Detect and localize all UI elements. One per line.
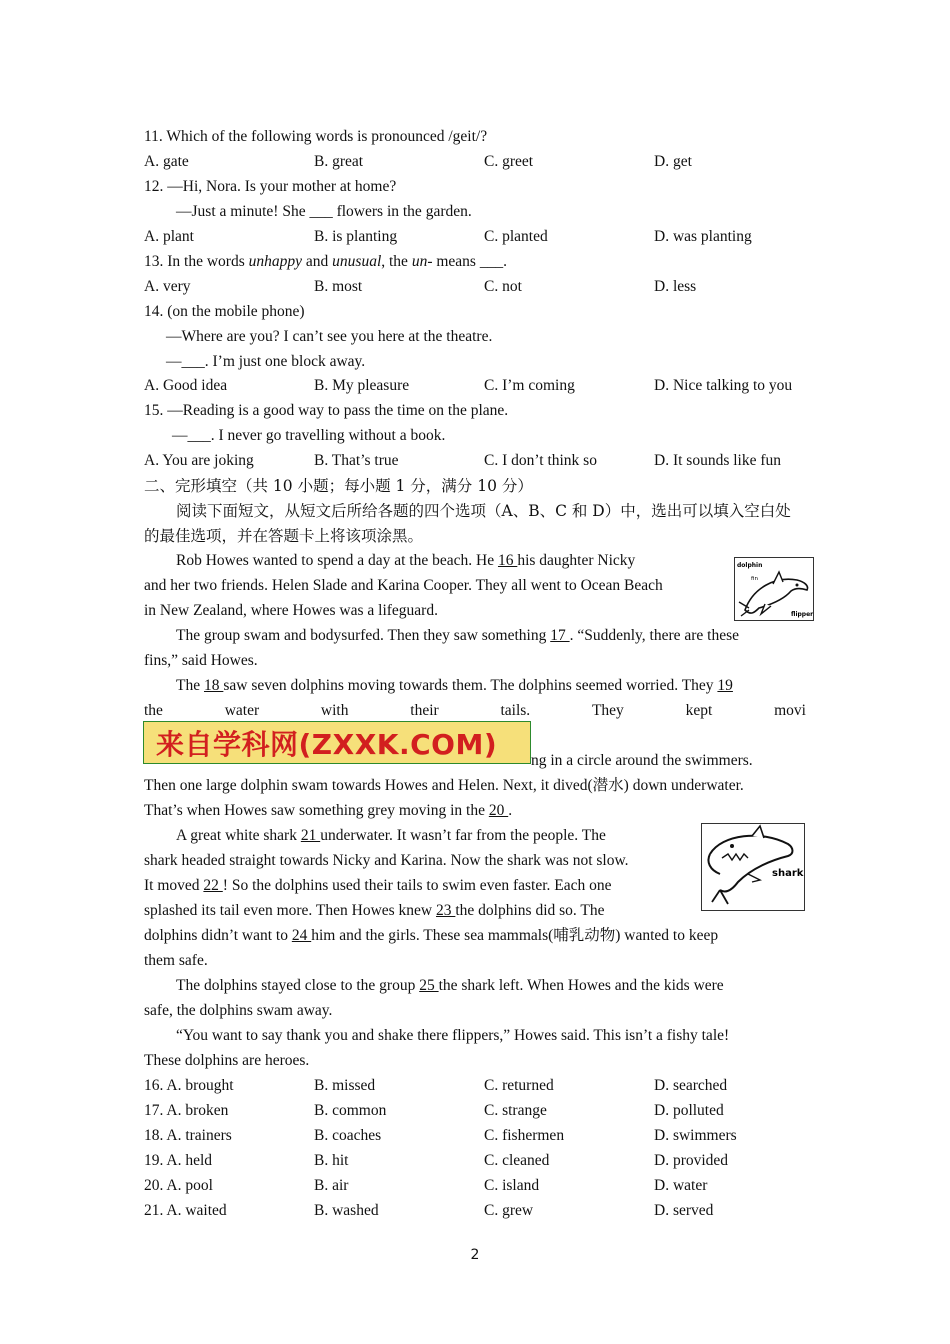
pic-label: flipper: [791, 611, 813, 618]
shark-illustration: [701, 823, 805, 911]
q13-option-b: B. most: [314, 278, 363, 295]
q13-option-c: C. not: [484, 278, 522, 295]
passage-line: A great white shark 21 underwater. It wasn’t far from the people. The: [176, 827, 606, 844]
q11-option-d: D. get: [654, 153, 692, 170]
q12-option-b: B. is planting: [314, 228, 398, 245]
q21-option-c: C. grew: [484, 1202, 534, 1219]
q16-option-b: B. missed: [314, 1077, 376, 1094]
q17-option-a: 17. A. broken: [144, 1102, 229, 1119]
q16-option-c: C. returned: [484, 1077, 554, 1094]
q15-line1: —___. I never go travelling without a book.: [172, 427, 446, 444]
passage-line: The group swam and bodysurfed. Then they saw something 17 . “Suddenly, there are these: [176, 627, 740, 644]
q20-option-c: C. island: [484, 1177, 540, 1194]
dolphin-illustration: [734, 557, 814, 621]
page-number: 2: [470, 1247, 480, 1263]
passage-line: The 18 saw seven dolphins moving towards them. The dolphins seemed worried. They 19: [176, 677, 733, 694]
q19-option-d: D. provided: [654, 1152, 729, 1169]
shark-icon: [702, 824, 804, 910]
q11-option-b: B. great: [314, 153, 364, 170]
dolphin-icon: [735, 558, 813, 620]
q17-option-c: C. strange: [484, 1102, 547, 1119]
section-title: 二、完形填空（共 10 小题；每小题 1 分，满分 10 分）: [144, 477, 533, 495]
q12-option-a: A. plant: [144, 228, 194, 245]
q19-option-a: 19. A. held: [144, 1152, 213, 1169]
q18-option-b: B. coaches: [314, 1127, 382, 1144]
q18-option-c: C. fishermen: [484, 1127, 565, 1144]
section-instruction-2: 的最佳选项，并在答题卡上将该项涂黑。: [144, 527, 424, 545]
q12-option-d: D. was planting: [654, 228, 752, 245]
passage-line: them safe.: [144, 952, 208, 969]
q11-stem: 11. Which of the following words is pronounced /geit/?: [144, 128, 488, 145]
q19-option-c: C. cleaned: [484, 1152, 550, 1169]
passage-line: shark headed straight towards Nicky and Karina. Now the shark was not slow.: [144, 852, 629, 869]
q20-option-b: B. air: [314, 1177, 349, 1194]
passage-line: fins,” said Howes.: [144, 652, 258, 669]
q12-reply: —Just a minute! She ___ flowers in the garden.: [176, 203, 472, 220]
passage-line: safe, the dolphins swam away.: [144, 1002, 333, 1019]
q12-stem: 12. —Hi, Nora. Is your mother at home?: [144, 178, 397, 195]
q14-option-d: D. Nice talking to you: [654, 377, 793, 394]
q15-option-c: C. I don’t think so: [484, 452, 597, 469]
q13-stem: 13. In the words unhappy and unusual, the un- means ___.: [144, 253, 507, 270]
q14-stem: 14. (on the mobile phone): [144, 303, 305, 320]
watermark-banner: 来自学科网(ZXXK.COM): [143, 721, 531, 764]
pic-label: fin: [751, 576, 758, 582]
passage-line: Then one large dolphin swam towards Howes and Helen. Next, it dived(潜水) down underwater.: [144, 777, 744, 794]
passage-justified-line: the water with their tails. They kept movi: [144, 702, 806, 719]
passage-line: dolphins didn’t want to 24 him and the girls. These sea mammals(哺乳动物) wanted to keep: [144, 927, 719, 944]
q17-option-d: D. polluted: [654, 1102, 724, 1119]
q14-option-c: C. I’m coming: [484, 377, 575, 394]
passage-line: in New Zealand, where Howes was a lifeguard.: [144, 602, 438, 619]
section-instruction-1: 阅读下面短文，从短文后所给各题的四个选项（A、B、C 和 D）中，选出可以填入空白处: [176, 502, 791, 520]
q15-option-a: A. You are joking: [144, 452, 254, 469]
q16-option-d: D. searched: [654, 1077, 728, 1094]
q20-option-d: D. water: [654, 1177, 708, 1194]
passage-line: “You want to say thank you and shake there flippers,” Howes said. This isn’t a fishy tale!: [176, 1027, 730, 1044]
q15-option-b: B. That’s true: [314, 452, 399, 469]
passage-line: and her two friends. Helen Slade and Karina Cooper. They all went to Ocean Beach: [144, 577, 663, 594]
passage-line: That’s when Howes saw something grey moving in the 20 .: [144, 802, 513, 819]
q20-option-a: 20. A. pool: [144, 1177, 213, 1194]
passage-line: splashed its tail even more. Then Howes knew 23 the dolphins did so. The: [144, 902, 605, 919]
q14-line2: —___. I’m just one block away.: [166, 353, 366, 370]
q13-option-a: A. very: [144, 278, 191, 295]
pic-label: shark: [772, 868, 804, 879]
q21-option-a: 21. A. waited: [144, 1202, 227, 1219]
q15-stem: 15. —Reading is a good way to pass the time on the plane.: [144, 402, 509, 419]
q12-option-c: C. planted: [484, 228, 548, 245]
q16-option-a: 16. A. brought: [144, 1077, 234, 1094]
passage-line: Rob Howes wanted to spend a day at the beach. He 16 his daughter Nicky: [176, 552, 636, 569]
passage-line: It moved 22 ! So the dolphins used their tails to swim even faster. Each one: [144, 877, 612, 894]
q19-option-b: B. hit: [314, 1152, 349, 1169]
q11-option-c: C. greet: [484, 153, 534, 170]
q15-option-d: D. It sounds like fun: [654, 452, 782, 469]
pic-label: dolphin: [737, 562, 763, 569]
passage-line: The dolphins stayed close to the group 25 the shark left. When Howes and the kids were: [176, 977, 724, 994]
q21-option-d: D. served: [654, 1202, 714, 1219]
q14-option-b: B. My pleasure: [314, 377, 410, 394]
passage-line: These dolphins are heroes.: [144, 1052, 310, 1069]
q13-option-d: D. less: [654, 278, 697, 295]
passage-line: ng in a circle around the swimmers.: [531, 752, 753, 769]
q21-option-b: B. washed: [314, 1202, 379, 1219]
q14-line1: —Where are you? I can’t see you here at the theatre.: [166, 328, 493, 345]
q18-option-d: D. swimmers: [654, 1127, 737, 1144]
q14-option-a: A. Good idea: [144, 377, 228, 394]
q17-option-b: B. common: [314, 1102, 387, 1119]
q11-option-a: A. gate: [144, 153, 189, 170]
q18-option-a: 18. A. trainers: [144, 1127, 232, 1144]
